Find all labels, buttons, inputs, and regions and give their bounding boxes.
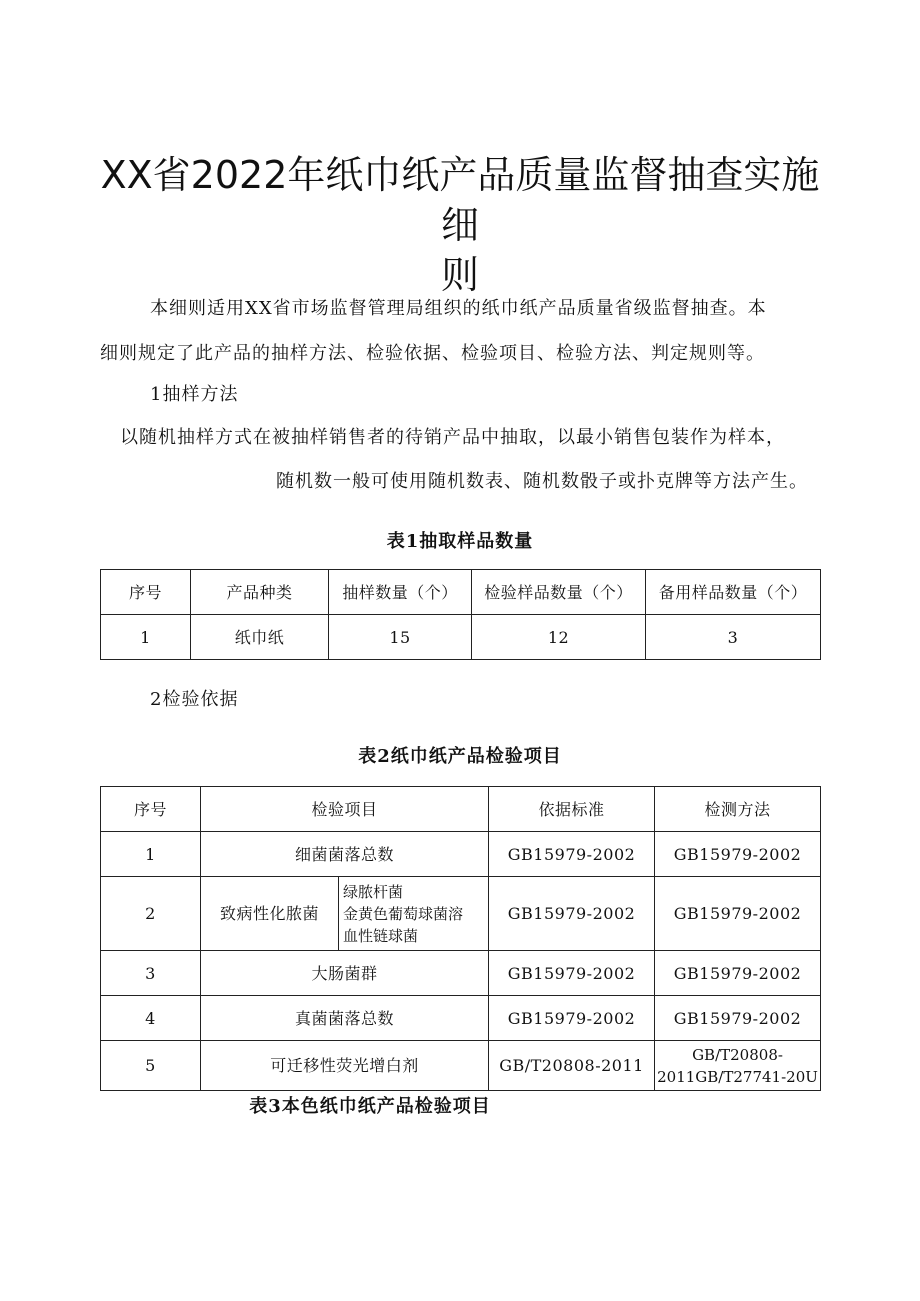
table-1-cell: 12 xyxy=(472,615,646,660)
inspection-item-cell: 真菌菌落总数 xyxy=(201,996,489,1041)
row-number-cell: 1 xyxy=(101,832,201,877)
table-1-header-cell: 备用样品数量（个） xyxy=(646,570,821,615)
table-1-cell: 15 xyxy=(329,615,472,660)
inspection-item-cell: 大肠菌群 xyxy=(201,951,489,996)
table-row xyxy=(101,877,821,951)
standard-cell: GB/T20808-2011 xyxy=(489,1041,655,1091)
sub-item: 血性链球菌 xyxy=(343,926,419,945)
table-2-caption: 表2纸巾纸产品检验项目 xyxy=(358,746,562,767)
intro-paragraph-line-1: 本细则适用XX省市场监督管理局组织的纸巾纸产品质量省级监督抽查。本 xyxy=(150,298,767,319)
sampling-text-line-2: 随机数一般可使用随机数表、随机数骰子或扑克牌等方法产生。 xyxy=(276,471,808,492)
method-cell: GB15979-2002 xyxy=(655,877,821,951)
table-1-cell: 纸巾纸 xyxy=(191,615,329,660)
row-number-cell: 3 xyxy=(101,951,201,996)
intro-paragraph-line-2: 细则规定了此产品的抽样方法、检验依据、检验项目、检验方法、判定规则等。 xyxy=(100,343,765,364)
inspection-items-table xyxy=(100,786,821,1091)
inspection-item-cell: 可迁移性荧光增白剂 xyxy=(201,1041,489,1091)
inspection-item-cell: 细菌菌落总数 xyxy=(201,832,489,877)
table-1-header-cell: 抽样数量（个） xyxy=(329,570,472,615)
table-3-caption: 表3本色纸巾纸产品检验项目 xyxy=(249,1096,491,1117)
table-1-cell: 1 xyxy=(101,615,191,660)
sampling-text-line-1: 以随机抽样方式在被抽样销售者的待销产品中抽取，以最小销售包装作为样本， xyxy=(120,427,785,448)
table-2-header-cell: 检测方法 xyxy=(655,787,821,832)
table-1-data-row xyxy=(101,615,821,660)
standard-cell: GB15979-2002 xyxy=(489,996,655,1041)
section-1-heading: 1抽样方法 xyxy=(150,384,239,405)
table-1-header-cell: 序号 xyxy=(101,570,191,615)
method-cell: GB15979-2002 xyxy=(655,832,821,877)
row-number-cell: 4 xyxy=(101,996,201,1041)
table-1-header-row xyxy=(101,570,821,615)
method-cell: GB15979-2002 xyxy=(655,951,821,996)
table-1-cell: 3 xyxy=(646,615,821,660)
table-1-caption: 表1抽取样品数量 xyxy=(386,531,534,552)
document-title xyxy=(100,150,820,300)
table-1-header-cell: 产品种类 xyxy=(191,570,329,615)
inspection-item-cell: 致病性化脓菌 xyxy=(201,877,339,951)
method-cell: GB15979-2002 xyxy=(655,996,821,1041)
section-2-heading: 2检验依据 xyxy=(150,689,239,710)
table-row xyxy=(101,951,821,996)
table-2-header-cell: 依据标准 xyxy=(489,787,655,832)
table-row xyxy=(101,832,821,877)
sub-item: 绿脓杆菌 xyxy=(343,882,404,901)
table-2-header-cell: 检验项目 xyxy=(201,787,489,832)
row-number-cell: 2 xyxy=(101,877,201,951)
row-number-cell: 5 xyxy=(101,1041,201,1091)
method-line: GB/T20808- xyxy=(692,1045,783,1064)
standard-cell: GB15979-2002 xyxy=(489,951,655,996)
sub-items-cell xyxy=(339,877,489,951)
standard-cell: GB15979-2002 xyxy=(489,832,655,877)
method-line: 2011GB/T27741-20U xyxy=(657,1067,818,1086)
title-line-2: 则 xyxy=(440,253,479,297)
standard-cell: GB15979-2002 xyxy=(489,877,655,951)
method-cell xyxy=(655,1041,821,1091)
sample-quantity-table xyxy=(100,569,821,660)
title-line-1: XX省2022年纸巾纸产品质量监督抽查实施细 xyxy=(100,153,820,247)
table-2-header-row xyxy=(101,787,821,832)
table-row xyxy=(101,996,821,1041)
table-row xyxy=(101,1041,821,1091)
table-1-header-cell: 检验样品数量（个） xyxy=(472,570,646,615)
table-2-header-cell: 序号 xyxy=(101,787,201,832)
sub-item: 金黄色葡萄球菌溶 xyxy=(343,904,464,923)
